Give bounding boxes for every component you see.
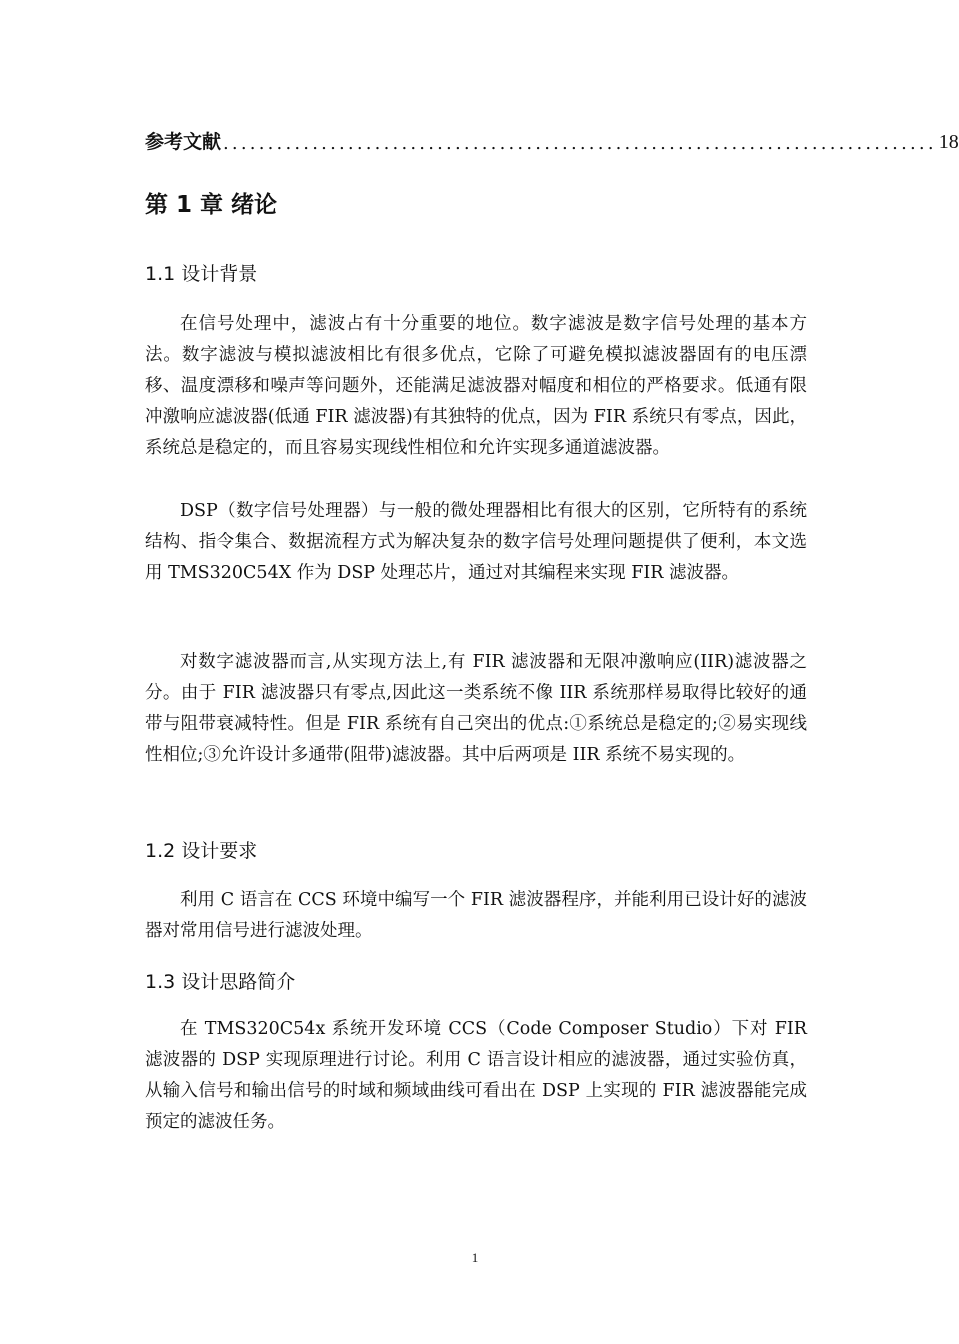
page-number: 1 (471, 1250, 479, 1265)
toc-entry-references[interactable] (145, 120, 959, 154)
paragraph-requirements: 利用 C 语言在 CCS 环境中编写一个 FIR 滤波器程序，并能利用已设计好的滤波器对常用信号进行滤波处理。 (145, 890, 807, 941)
paragraph-background-2: DSP（数字信号处理器）与一般的微处理器相比有很大的区别，它所特有的系统结构、指令集合、数据流程方式为解决复杂的数字信号处理问题提供了便利，本文选用 TMS320C54X 作为 DSP 处理芯片，通过对其编程来实现 FIR 滤波器。 (145, 501, 807, 583)
toc-entry-title: 参考文献 (145, 131, 222, 153)
toc-entry-page: 18 (938, 131, 959, 153)
paragraph-design-approach: 在 TMS320C54x 系统开发环境 CCS（Code Composer Studio）下对 FIR 滤波器的 DSP 实现原理进行讨论。利用 C 语言设计相应的滤波器，通过实验仿真，从输入信号和输出信号的时域和频域曲线可看出在 DSP 上实现的 FIR 滤波器能完成预定的滤波任务。 (145, 1019, 807, 1132)
section-heading-1-1: 1.1 设计背景 (145, 263, 258, 285)
section-heading-1-3: 1.3 设计思路简介 (145, 971, 296, 993)
chapter-title: 第 1 章 绪论 (145, 192, 278, 218)
paragraph-background-3: 对数字滤波器而言,从实现方法上,有 FIR 滤波器和无限冲激响应(IIR)滤波器之分。由于 FIR 滤波器只有零点,因此这一类系统不像 IIR 系统那样易取得比较好的通带与阻带衰减特性。但是 FIR 系统有自己突出的优点:①系统总是稳定的;②易实现线性相位;③允许设计多通带(阻带)滤波器。其中后两项是 IIR 系统不易实现的。 (145, 652, 807, 765)
section-heading-1-2: 1.2 设计要求 (145, 840, 258, 862)
paragraph-background-1: 在信号处理中，滤波占有十分重要的地位。数字滤波是数字信号处理的基本方法。数字滤波与模拟滤波相比有很多优点，它除了可避免模拟滤波器固有的电压漂移、温度漂移和噪声等问题外，还能满足滤波器对幅度和相位的严格要求。低通有限冲激响应滤波器(低通 FIR 滤波器)有其独特的优点，因为 FIR 系统只有零点，因此，系统总是稳定的，而且容易实现线性相位和允许实现多通道滤波器。 (145, 314, 807, 458)
toc-leader-dots: ................................................................................ (223, 133, 937, 154)
